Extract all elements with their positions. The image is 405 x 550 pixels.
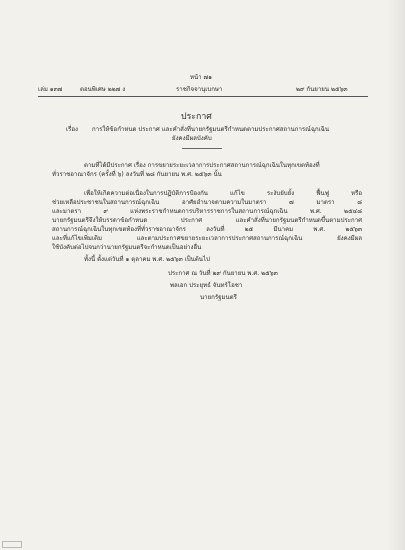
- page-number: หน้า ๗๑: [190, 74, 212, 81]
- subject-label: เรื่อง: [66, 126, 78, 133]
- subject-line-1: การให้ข้อกำหนด ประกาศ และคำสั่งที่นายกรัฐมนตรีกำหนดตามประกาศสถานการณ์ฉุกเฉิน: [92, 126, 330, 133]
- signatory-name: พลเอก ประยุทธ์ จันทร์โอชา: [170, 282, 243, 289]
- signature-date: ประกาศ ณ วันที่ ๒๙ กันยายน พ.ศ. ๒๕๖๓: [168, 270, 278, 277]
- header-rule: [38, 96, 368, 97]
- title-underline: [182, 148, 222, 149]
- document-title: ประกาศ: [181, 112, 212, 122]
- paragraph-2-line-6: และที่แก้ไขเพิ่มเติม และตามประกาศขยายระยะเวลาการประกาศสถานการณ์ฉุกเฉิน ยังคงมีผล: [52, 235, 362, 242]
- subject-line-2: ยังคงมีผลบังคับ: [172, 135, 212, 142]
- publication-date: ๒๙ กันยายน ๒๕๖๓: [296, 86, 348, 93]
- paragraph-1-line-2: ทั่วราชอาณาจักร (ครั้งที่ ๖) ลงวันที่ ๒๘ กันยายน พ.ศ. ๒๕๖๓ นั้น: [52, 171, 222, 178]
- gazette-name: ราชกิจจานุเบกษา: [176, 86, 223, 93]
- paragraph-2-line-5: สถานการณ์ฉุกเฉินในทุกเขตท้องที่ทั่วราชอาณาจักร ลงวันที่ ๒๕ มีนาคม พ.ศ. ๒๕๖๓: [52, 226, 362, 233]
- paragraph-2-line-1: เพื่อให้เกิดความต่อเนื่องในการปฏิบัติการป้องกัน แก้ไข ระงับยับยั้ง ฟื้นฟู หรือ: [84, 190, 362, 197]
- paragraph-2-line-3: และมาตรา ๙ แห่งพระราชกำหนดการบริหารราชการในสถานการณ์ฉุกเฉิน พ.ศ. ๒๕๔๘: [52, 208, 362, 215]
- signatory-position: นายกรัฐมนตรี: [200, 294, 237, 301]
- paragraph-1-line-1: ตามที่ได้มีประกาศ เรื่อง การขยายระยะเวลาการประกาศสถานการณ์ฉุกเฉินในทุกเขตท้องที่: [84, 162, 320, 169]
- paragraph-2-line-4: นายกรัฐมนตรีจึงให้บรรดาข้อกำหนด ประกาศ และคำสั่งที่นายกรัฐมนตรีกำหนดขึ้นตามประกาศ: [52, 217, 362, 224]
- scan-corner-mark: [2, 541, 22, 548]
- paper-fold-shadow: [387, 0, 405, 550]
- section-number: ตอนพิเศษ ๒๒๗ ง: [80, 86, 126, 93]
- paragraph-2-line-7: ใช้บังคับต่อไปจนกว่านายกรัฐมนตรีจะกำหนดเป็นอย่างอื่น: [52, 244, 202, 251]
- paragraph-2-line-2: ช่วยเหลือประชาชนในสถานการณ์ฉุกเฉิน อาศัยอำนาจตามความในมาตรา ๗ มาตรา ๘: [52, 199, 362, 206]
- paragraph-3: ทั้งนี้ ตั้งแต่วันที่ ๑ ตุลาคม พ.ศ. ๒๕๖๓ เป็นต้นไป: [84, 256, 210, 263]
- volume-number: เล่ม ๑๓๗: [38, 86, 63, 93]
